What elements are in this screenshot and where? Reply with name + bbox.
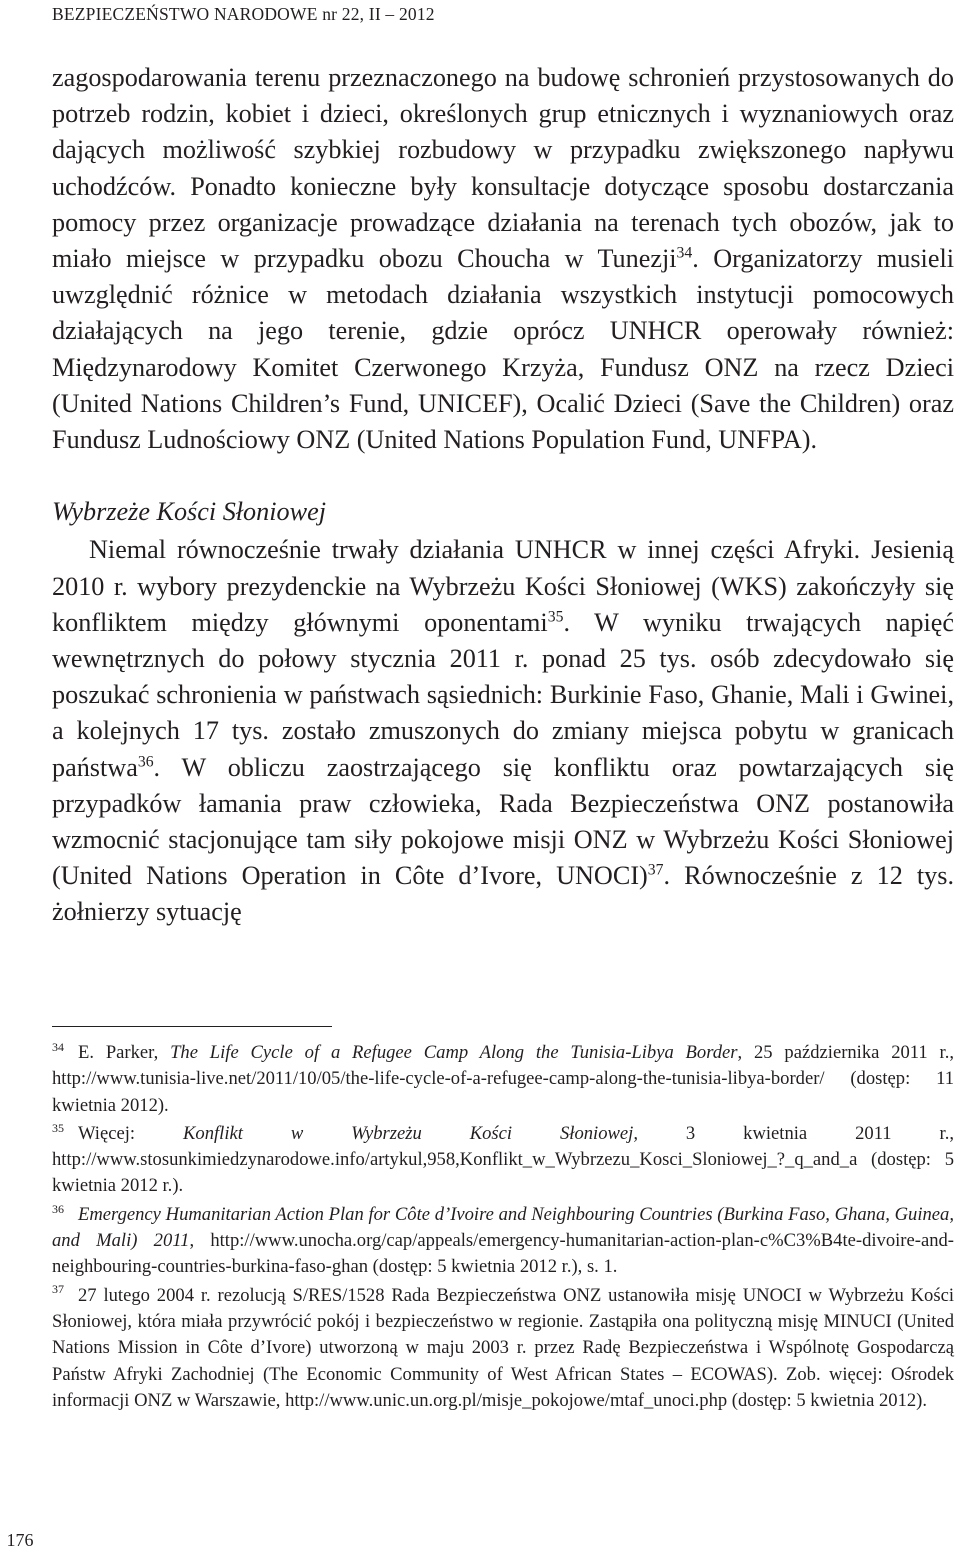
footnote-ref-37[interactable]: 37 xyxy=(647,861,664,879)
footnote-number: 36 xyxy=(52,1201,64,1216)
paragraph-2-text-d: . Równocześnie z 12 tys. żołnierzy sytuację xyxy=(52,861,954,927)
paragraph-1-text-a: zagospodarowania terenu przeznaczonego na budowę schronień przystosowanych do potrzeb rodzin, kobiet i dzieci, określonych grup etnicznych i wyznaniowych oraz dających możliwość szybkiej rozbudowy w przypadku zwiększonego napływu uchodźców. Ponadto konieczne były konsultacje dotyczące sposobu dostarczania pomocy przez organizacje prowadzące działania na terenach tych obozów, jak to miało miejsce w przypadku obozu Choucha w Tunezji xyxy=(52,63,954,274)
footnote-ref-35[interactable]: 35 xyxy=(547,608,564,626)
footnote-text: 3 kwietnia 2011 r., http://www.stosunkimiedzynarodowe.info/artykul,958,Konflikt_w_Wybrzezu_Kosci_Sloniowej_?_q_and_a (dostęp: 5 kwietnia 2012 r.). xyxy=(52,1122,954,1197)
body-text xyxy=(52,60,954,931)
page-number: 176 xyxy=(6,1530,34,1550)
section-heading: Wybrzeże Kości Słoniowej xyxy=(52,497,326,527)
footnote-text: 27 lutego 2004 r. rezolucją S/RES/1528 Rada Bezpieczeństwa ONZ ustanowiła misję UNOCI w Wybrzeżu Kości Słoniowej, która miała przywrócić pokój i bezpieczeństwo w regionie. Zastąpiła ona polityczną misję MINUCI (United Nations Mission in Côte d’Ivore) utworzoną w maju 2003 r. przez Radę Bezpieczeństwa i Wspólnotę Gospodarczą Państw Afryki Zachodniej (The Economic Community of West African States – ECOWAS). Zob. więcej: Ośrodek informacji ONZ w Warszawie, http://www.unic.un.org.pl/misje_pokojowe/mtaf_unoci.php (dostęp: 5 kwietnia 2012). xyxy=(52,1284,954,1411)
footnote-text: Więcej: xyxy=(78,1122,183,1144)
footnote-number: 34 xyxy=(52,1039,64,1054)
footnote-ref-34[interactable]: 34 xyxy=(676,244,693,262)
footnote-number: 35 xyxy=(52,1120,64,1135)
paragraph-2-text-c: . W obliczu zaostrzającego się konfliktu oraz powtarzających się przypadków łamania praw człowieka, Rada Bezpieczeństwa ONZ postanowiła wzmocnić stacjonujące tam siły pokojowe misji ONZ w Wybrzeżu Kości Słoniowej (United Nations Operation in Côte d’Ivore, UNOCI) xyxy=(52,752,954,891)
footnote-35 xyxy=(52,1121,954,1200)
footnote-text: E. Parker, xyxy=(78,1042,171,1063)
footnote-number: 37 xyxy=(52,1282,64,1297)
footnote-divider xyxy=(52,1026,332,1027)
footnote-title: Emergency Humanitarian Action Plan for Côte d’Ivoire and Neighbouring Countries (Burkina Faso, Ghana, Guinea, and Mali) 2011 xyxy=(52,1203,954,1252)
footnote-title: Konflikt w Wybrzeżu Kości Słoniowej, xyxy=(183,1122,638,1144)
paragraph-2 xyxy=(52,532,954,930)
footnotes xyxy=(52,1040,954,1416)
footnote-34 xyxy=(52,1040,954,1119)
paragraph-2-text-b: . W wyniku trwających napięć wewnętrznych do połowy stycznia 2011 r. ponad 25 tys. osób zdecydowało się poszukać schronienia w państwach sąsiednich: Burkinie Faso, Ghanie, Mali i Gwinei, a kolejnych 17 tys. zostało zmuszonych do zmiany miejsca pobytu w granicach państwa xyxy=(52,607,955,782)
footnote-ref-36[interactable]: 36 xyxy=(137,752,154,770)
footnote-37 xyxy=(52,1283,954,1414)
paragraph-2-text-a: Niemal równocześnie trwały działania UNHCR w innej części Afryki. Jesienią 2010 r. wybory prezydenckie na Wybrzeżu Kości Słoniowej (WKS) zakończyły się konfliktem między głównymi oponentami xyxy=(52,535,954,637)
footnote-title: The Life Cycle of a Refugee Camp Along the Tunisia-Libya Border xyxy=(170,1042,738,1063)
footnote-36 xyxy=(52,1202,954,1281)
footnote-text: , 25 października 2011 r., http://www.tunisia-live.net/2011/10/05/the-life-cycle-of-a-refugee-camp-along-the-tunisia-libya-border/ (dostęp: 11 kwietnia 2012). xyxy=(52,1042,954,1116)
paragraph-1 xyxy=(52,60,954,458)
footnote-text: , http://www.unocha.org/cap/appeals/emergency-humanitarian-action-plan-c%C3%B4te-divoire-and-neighbouring-countries-burkina-faso-ghan (dostęp: 5 kwietnia 2012 r.), s. 1. xyxy=(52,1230,954,1278)
paragraph-1-text-b: . Organizatorzy musieli uwzględnić różnice w metodach działania wszystkich instytucji pomocowych działających na jego terenie, gdzie oprócz UNHCR operowały również: Międzynarodowy Komitet Czerwonego Krzyża, Fundusz ONZ na rzecz Dzieci (United Nations Children’s Fund, UNICEF), Ocalić Dzieci (Save the Children) oraz Fundusz Ludnościowy ONZ (United Nations Population Fund, UNFPA). xyxy=(52,244,955,455)
running-header: BEZPIECZEŃSTWO NARODOWE nr 22, II – 2012 xyxy=(52,4,435,24)
